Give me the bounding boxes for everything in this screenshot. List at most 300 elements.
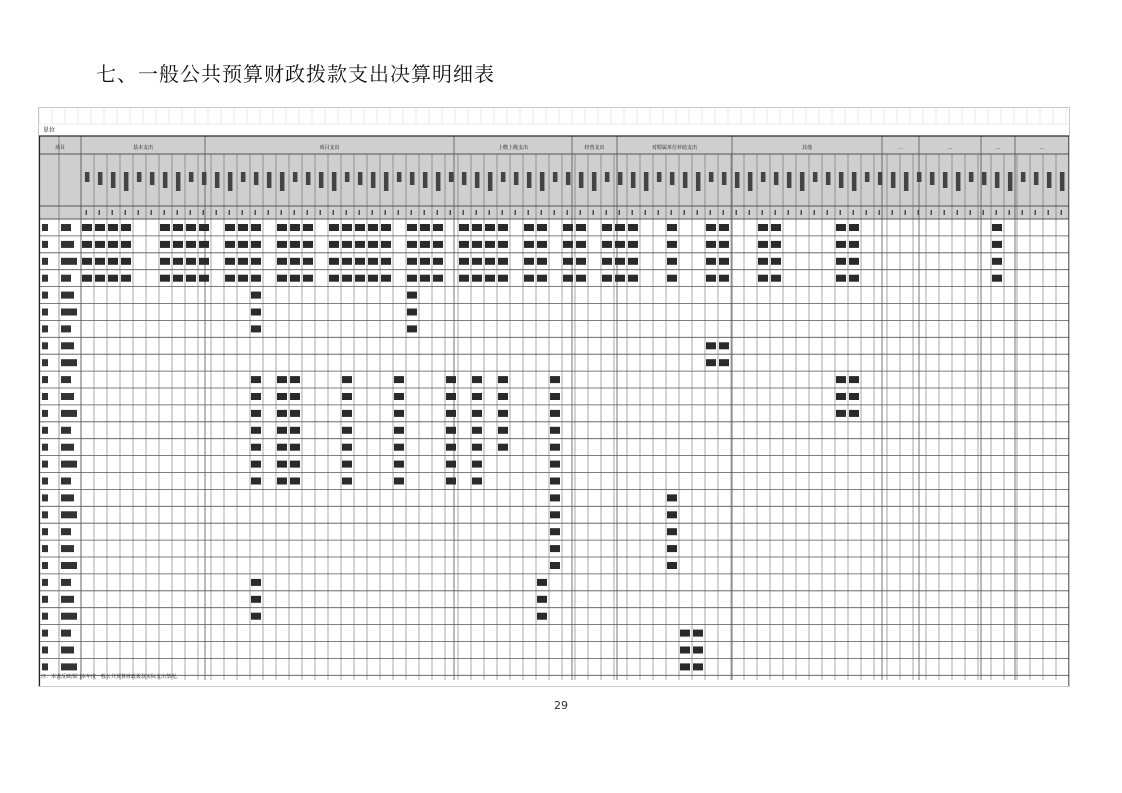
row-name-mark (61, 342, 74, 349)
header-cell-mark (384, 172, 389, 191)
column-number-mark (996, 210, 997, 215)
cell-value-mark (992, 258, 1002, 265)
cell-value-mark (251, 461, 261, 468)
cell-value-mark (342, 410, 352, 417)
column-number-mark (1061, 210, 1062, 215)
column-number-mark (658, 210, 659, 215)
column-number-mark (138, 210, 139, 215)
cell-value-mark (550, 461, 560, 468)
row-code-mark (42, 258, 48, 265)
header-cell-mark (293, 172, 298, 182)
row-name-mark (61, 579, 71, 586)
cell-value-mark (771, 241, 781, 248)
cell-value-mark (368, 275, 378, 282)
cell-value-mark (251, 613, 261, 620)
header-group-label: 项目支出 (319, 145, 340, 151)
cell-value-mark (355, 224, 365, 231)
header-cell-mark (787, 172, 792, 188)
cell-value-mark (342, 478, 352, 485)
header-cell-mark (1047, 172, 1052, 188)
row-code-mark (42, 613, 48, 620)
cell-value-mark (303, 224, 313, 231)
header-cell-mark (566, 172, 571, 185)
cell-value-mark (550, 427, 560, 434)
header-cell-mark (553, 172, 558, 182)
header-cell-mark (358, 172, 363, 185)
header-cell-mark (1021, 172, 1026, 182)
column-number-mark (671, 210, 672, 215)
header-cell-mark (683, 172, 688, 188)
header-cell-mark (319, 172, 324, 188)
cell-value-mark (407, 292, 417, 299)
header-cell-mark (345, 172, 350, 182)
row-code-mark (42, 444, 48, 451)
column-number-mark (372, 210, 373, 215)
cell-value-mark (186, 258, 196, 265)
column-number-mark (840, 210, 841, 215)
row-name-mark (61, 258, 77, 265)
cell-value-mark (407, 224, 417, 231)
cell-value-mark (667, 562, 677, 569)
cell-value-mark (706, 342, 716, 349)
cell-value-mark (82, 258, 92, 265)
header-cell-mark (592, 172, 597, 191)
cell-value-mark (836, 241, 846, 248)
cell-value-mark (992, 275, 1002, 282)
header-cell-mark (605, 172, 610, 182)
cell-value-mark (576, 275, 586, 282)
cell-value-mark (95, 241, 105, 248)
cell-value-mark (615, 275, 625, 282)
cell-value-mark (550, 444, 560, 451)
header-cell-mark (540, 172, 545, 191)
header-cell-mark (618, 172, 623, 185)
cell-value-mark (394, 444, 404, 451)
cell-value-mark (277, 427, 287, 434)
column-number-mark (190, 210, 191, 215)
cell-value-mark (121, 241, 131, 248)
column-number-mark (645, 210, 646, 215)
header-cell-mark (748, 172, 753, 191)
cell-value-mark (251, 393, 261, 400)
cell-value-mark (108, 241, 118, 248)
row-name-mark (61, 359, 77, 366)
header-cell-mark (397, 172, 402, 182)
column-number-mark (801, 210, 802, 215)
cell-value-mark (277, 258, 287, 265)
cell-value-mark (849, 241, 859, 248)
column-number-mark (827, 210, 828, 215)
header-group-label: 其他 (801, 145, 813, 151)
column-number-mark (749, 210, 750, 215)
column-number-mark (203, 210, 204, 215)
row-code-mark (42, 511, 48, 518)
cell-value-mark (472, 393, 482, 400)
column-number-mark (710, 210, 711, 215)
row-code-mark (42, 579, 48, 586)
table-footer-note: 注：本表反映部门本年度一般公共预算财政拨款实际支出情况。 (41, 674, 182, 680)
header-cell-mark (111, 172, 116, 188)
cell-value-mark (277, 275, 287, 282)
cell-value-mark (615, 224, 625, 231)
cell-value-mark (277, 478, 287, 485)
column-number-mark (437, 210, 438, 215)
cell-value-mark (680, 647, 690, 654)
cell-value-mark (537, 224, 547, 231)
row-code-mark (42, 275, 48, 282)
cell-value-mark (602, 241, 612, 248)
column-number-mark (1048, 210, 1049, 215)
cell-value-mark (394, 461, 404, 468)
row-name-mark (61, 613, 77, 620)
header-cell-mark (904, 172, 909, 191)
cell-value-mark (121, 258, 131, 265)
cell-value-mark (251, 427, 261, 434)
column-number-mark (866, 210, 867, 215)
header-cell-mark (241, 172, 246, 182)
unit-label: 単位 (43, 127, 56, 134)
table-grid (39, 108, 1070, 687)
cell-value-mark (667, 545, 677, 552)
row-code-mark (42, 325, 48, 332)
cell-value-mark (472, 241, 482, 248)
cell-value-mark (758, 275, 768, 282)
row-name-mark (61, 241, 74, 248)
cell-value-mark (381, 258, 391, 265)
column-number-mark (762, 210, 763, 215)
cell-value-mark (849, 224, 859, 231)
cell-value-mark (758, 224, 768, 231)
cell-value-mark (368, 224, 378, 231)
cell-value-mark (836, 275, 846, 282)
cell-value-mark (303, 275, 313, 282)
row-code-mark (42, 342, 48, 349)
cell-value-mark (381, 275, 391, 282)
header-cell-mark (527, 172, 532, 188)
column-number-mark (333, 210, 334, 215)
cell-value-mark (121, 275, 131, 282)
row-code-mark (42, 663, 48, 670)
column-number-mark (450, 210, 451, 215)
cell-value-mark (836, 393, 846, 400)
row-code-mark (42, 528, 48, 535)
cell-value-mark (849, 376, 859, 383)
cell-value-mark (199, 275, 209, 282)
cell-value-mark (537, 579, 547, 586)
header-cell-mark (943, 172, 948, 188)
cell-value-mark (108, 224, 118, 231)
cell-value-mark (498, 427, 508, 434)
row-code-mark (42, 596, 48, 603)
column-number-mark (411, 210, 412, 215)
cell-value-mark (420, 241, 430, 248)
cell-value-mark (394, 393, 404, 400)
row-name-mark (61, 528, 71, 535)
cell-value-mark (446, 444, 456, 451)
cell-value-mark (472, 444, 482, 451)
row-code-mark (42, 292, 48, 299)
cell-value-mark (550, 478, 560, 485)
column-number-mark (931, 210, 932, 215)
cell-value-mark (186, 275, 196, 282)
column-number-mark (528, 210, 529, 215)
cell-value-mark (706, 224, 716, 231)
header-cell-mark (462, 172, 467, 185)
cell-value-mark (550, 376, 560, 383)
cell-value-mark (446, 376, 456, 383)
cell-value-mark (459, 224, 469, 231)
header-cell-mark (371, 172, 376, 188)
cell-value-mark (472, 224, 482, 231)
header-cell-mark (163, 172, 168, 188)
cell-value-mark (693, 630, 703, 637)
cell-value-mark (290, 410, 300, 417)
row-code-mark (42, 494, 48, 501)
row-code-mark (42, 376, 48, 383)
cell-value-mark (277, 444, 287, 451)
header-cell-mark (267, 172, 272, 188)
cell-value-mark (277, 410, 287, 417)
cell-value-mark (771, 224, 781, 231)
row-name-mark (61, 630, 71, 637)
header-cell-mark (956, 172, 961, 191)
cell-value-mark (290, 444, 300, 451)
cell-value-mark (381, 241, 391, 248)
cell-value-mark (407, 241, 417, 248)
cell-value-mark (992, 224, 1002, 231)
cell-value-mark (524, 275, 534, 282)
cell-value-mark (719, 258, 729, 265)
header-cell-mark (215, 172, 220, 188)
column-number-mark (255, 210, 256, 215)
column-number-mark (606, 210, 607, 215)
cell-value-mark (537, 258, 547, 265)
row-name-mark (61, 444, 74, 451)
cell-value-mark (693, 663, 703, 670)
cell-value-mark (108, 258, 118, 265)
header-group-label: 对附属单位补助支出 (651, 145, 698, 151)
header-cell-mark (722, 172, 727, 185)
cell-value-mark (251, 309, 261, 316)
cell-value-mark (173, 241, 183, 248)
cell-value-mark (628, 258, 638, 265)
header-cell-mark (449, 172, 454, 182)
cell-value-mark (394, 410, 404, 417)
header-cell-mark (254, 172, 259, 185)
row-name-mark (61, 511, 77, 518)
cell-value-mark (498, 224, 508, 231)
row-name-mark (61, 393, 74, 400)
row-code-mark (42, 545, 48, 552)
row-code-mark (42, 241, 48, 248)
cell-value-mark (173, 275, 183, 282)
cell-value-mark (277, 393, 287, 400)
cell-value-mark (602, 275, 612, 282)
column-number-mark (567, 210, 568, 215)
cell-value-mark (407, 275, 417, 282)
cell-value-mark (537, 241, 547, 248)
cell-value-mark (472, 461, 482, 468)
column-number-mark (905, 210, 906, 215)
column-number-mark (632, 210, 633, 215)
cell-value-mark (472, 258, 482, 265)
cell-value-mark (407, 325, 417, 332)
cell-value-mark (173, 258, 183, 265)
cell-value-mark (368, 241, 378, 248)
cell-value-mark (680, 630, 690, 637)
cell-value-mark (485, 241, 495, 248)
cell-value-mark (667, 511, 677, 518)
cell-value-mark (563, 275, 573, 282)
column-number-mark (268, 210, 269, 215)
header-cell-mark (579, 172, 584, 188)
cell-value-mark (563, 258, 573, 265)
cell-value-mark (680, 663, 690, 670)
header-cell-mark (1008, 172, 1013, 191)
column-number-mark (892, 210, 893, 215)
cell-value-mark (576, 241, 586, 248)
column-number-mark (320, 210, 321, 215)
column-number-mark (788, 210, 789, 215)
column-number-mark (515, 210, 516, 215)
cell-value-mark (355, 275, 365, 282)
header-cell-mark (1060, 172, 1065, 191)
row-code-mark (42, 562, 48, 569)
cell-value-mark (472, 427, 482, 434)
cell-value-mark (251, 258, 261, 265)
column-number-mark (593, 210, 594, 215)
column-number-mark (697, 210, 698, 215)
cell-value-mark (108, 275, 118, 282)
cell-value-mark (225, 224, 235, 231)
header-cell-mark (202, 172, 207, 185)
column-number-mark (1035, 210, 1036, 215)
cell-value-mark (849, 410, 859, 417)
header-cell-mark (774, 172, 779, 185)
cell-value-mark (485, 258, 495, 265)
column-number-mark (723, 210, 724, 215)
header-cell-mark (631, 172, 636, 188)
row-name-mark (61, 545, 74, 552)
cell-value-mark (550, 511, 560, 518)
row-name-mark (61, 647, 74, 654)
header-cell-mark (85, 172, 90, 182)
column-number-mark (619, 210, 620, 215)
row-name-mark (61, 325, 71, 332)
cell-value-mark (836, 258, 846, 265)
header-cell-mark (644, 172, 649, 191)
cell-value-mark (329, 224, 339, 231)
column-number-mark (398, 210, 399, 215)
cell-value-mark (836, 224, 846, 231)
cell-value-mark (524, 224, 534, 231)
cell-value-mark (290, 258, 300, 265)
header-cell-mark (488, 172, 493, 191)
column-number-mark (307, 210, 308, 215)
column-number-mark (385, 210, 386, 215)
row-name-mark (61, 224, 71, 231)
column-number-mark (918, 210, 919, 215)
cell-value-mark (342, 224, 352, 231)
cell-value-mark (251, 275, 261, 282)
cell-value-mark (251, 224, 261, 231)
header-cell-mark (1034, 172, 1039, 185)
row-name-mark (61, 309, 77, 316)
cell-value-mark (173, 224, 183, 231)
cell-value-mark (277, 376, 287, 383)
cell-value-mark (433, 241, 443, 248)
cell-value-mark (329, 258, 339, 265)
cell-value-mark (199, 224, 209, 231)
cell-value-mark (420, 224, 430, 231)
row-name-mark (61, 275, 71, 282)
header-group-label: 基本支出 (132, 145, 154, 151)
header-group-label: … (995, 145, 1001, 151)
column-number-mark (359, 210, 360, 215)
row-code-mark (42, 410, 48, 417)
header-group-label: 经营支出 (584, 145, 605, 151)
cell-value-mark (706, 241, 716, 248)
cell-value-mark (992, 241, 1002, 248)
cell-value-mark (251, 596, 261, 603)
column-number-mark (970, 210, 971, 215)
cell-value-mark (355, 258, 365, 265)
cell-value-mark (342, 376, 352, 383)
column-number-mark (814, 210, 815, 215)
cell-value-mark (342, 427, 352, 434)
column-number-mark (1009, 210, 1010, 215)
header-cell-mark (423, 172, 428, 188)
cell-value-mark (225, 275, 235, 282)
cell-value-mark (485, 275, 495, 282)
cell-value-mark (342, 461, 352, 468)
cell-value-mark (199, 258, 209, 265)
column-number-mark (541, 210, 542, 215)
cell-value-mark (524, 258, 534, 265)
column-number-mark (944, 210, 945, 215)
cell-value-mark (95, 224, 105, 231)
row-name-mark (61, 478, 71, 485)
cell-value-mark (433, 224, 443, 231)
cell-value-mark (368, 258, 378, 265)
header-cell-mark (137, 172, 142, 182)
row-name-mark (61, 376, 71, 383)
cell-value-mark (550, 393, 560, 400)
header-group-label: … (898, 145, 903, 151)
cell-value-mark (576, 224, 586, 231)
header-cell-mark (436, 172, 441, 191)
header-cell-mark (124, 172, 129, 191)
cell-value-mark (472, 478, 482, 485)
cell-value-mark (446, 427, 456, 434)
cell-value-mark (602, 258, 612, 265)
header-cell-mark (98, 172, 103, 185)
cell-value-mark (394, 478, 404, 485)
column-number-mark (229, 210, 230, 215)
column-number-mark (736, 210, 737, 215)
cell-value-mark (719, 342, 729, 349)
cell-value-mark (277, 241, 287, 248)
cell-value-mark (628, 275, 638, 282)
cell-value-mark (498, 376, 508, 383)
header-group-label: 项目 (54, 145, 66, 151)
cell-value-mark (277, 461, 287, 468)
header-cell-mark (280, 172, 285, 191)
cell-value-mark (706, 275, 716, 282)
header-cell-mark (228, 172, 233, 191)
header-cell-mark (852, 172, 857, 191)
page-number: 29 (554, 699, 568, 712)
